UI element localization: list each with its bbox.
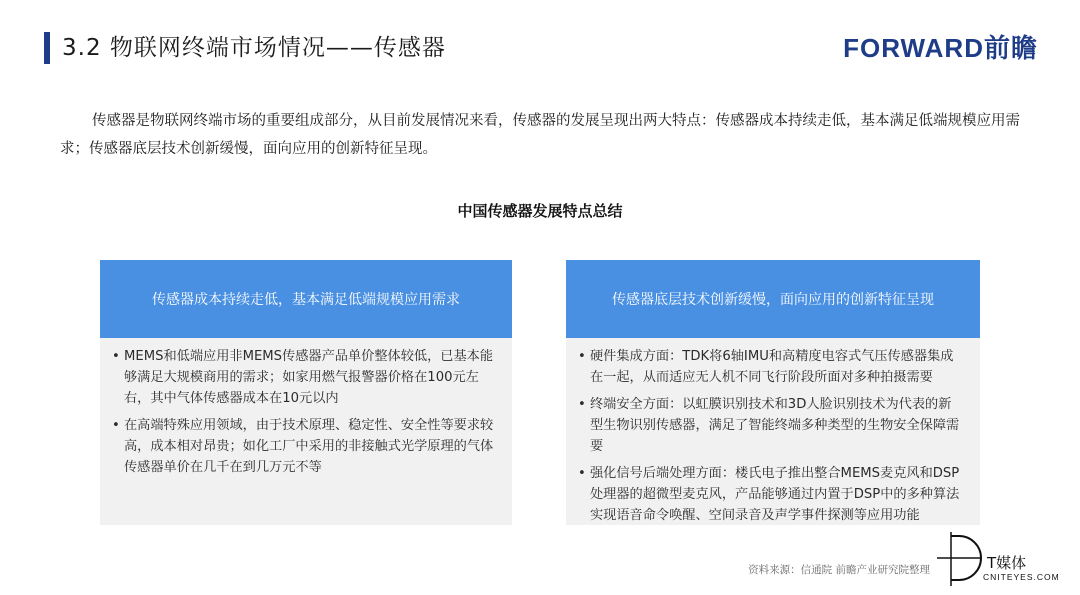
feature-card-cost	[100, 260, 512, 525]
card-header: 传感器成本持续走低，基本满足低端规模应用需求	[100, 260, 512, 338]
page-title: 3.2 物联网终端市场情况——传感器	[62, 35, 446, 61]
source-note: 资料来源：信通院 前瞻产业研究院整理	[748, 564, 930, 576]
bullet-icon: •	[578, 466, 586, 481]
list-item	[578, 463, 964, 526]
bullet-icon: •	[578, 349, 586, 364]
bullet-text: 硬件集成方面：TDK将6轴IMU和高精度电容式气压传感器集成在一起，从而适应无人机不同飞行阶段所面对多种拍摄需要	[590, 349, 954, 385]
bullet-icon: •	[112, 418, 120, 433]
list-item	[578, 346, 964, 388]
brand-logo: FORWARD前瞻	[843, 33, 1038, 63]
bullet-icon: •	[578, 397, 586, 412]
bullet-text: 终端安全方面：以虹膜识别技术和3D人脸识别技术为代表的新型生物识别传感器，满足了智能终端多种类型的生物安全保障需要	[590, 397, 960, 454]
logo-text-en: CNITEYES.COM	[983, 572, 1060, 582]
summary-title: 中国传感器发展特点总结	[457, 202, 623, 220]
list-item	[112, 346, 496, 409]
list-item	[112, 415, 496, 478]
card-body	[100, 338, 512, 478]
card-header: 传感器底层技术创新缓慢，面向应用的创新特征呈现	[566, 260, 980, 338]
bullet-text: 在高端特殊应用领域，由于技术原理、稳定性、安全性等要求较高，成本相对昂贵；如化工厂中采用的非接触式光学原理的气体传感器单价在几千在到几万元不等	[124, 418, 494, 475]
intro-paragraph: 传感器是物联网终端市场的重要组成部分，从目前发展情况来看，传感器的发展呈现出两大特点：传感器成本持续走低，基本满足低端规模应用需求；传感器底层技术创新缓慢，面向应用的创新特征呈现。	[60, 112, 1020, 157]
list-item	[578, 394, 964, 457]
card-body	[566, 338, 980, 526]
bullet-text: 强化信号后端处理方面：楼氏电子推出整合MEMS麦克风和DSP处理器的超微型麦克风，产品能够通过内置于DSP中的多种算法实现语音命令唤醒、空间录音及声学事件探测等应用功能	[590, 466, 960, 523]
corner-watermark-logo	[927, 528, 1072, 590]
bullet-text: MEMS和低端应用非MEMS传感器产品单价整体较低，已基本能够满足大规模商用的需求；如家用燃气报警器价格在100元左右，其中气体传感器成本在10元以内	[124, 349, 494, 406]
logo-text-cn: T媒体	[987, 554, 1027, 572]
feature-card-innovation	[566, 260, 980, 525]
bullet-icon: •	[112, 349, 120, 364]
title-accent-bar	[44, 32, 50, 64]
d-logo-icon	[927, 528, 983, 588]
